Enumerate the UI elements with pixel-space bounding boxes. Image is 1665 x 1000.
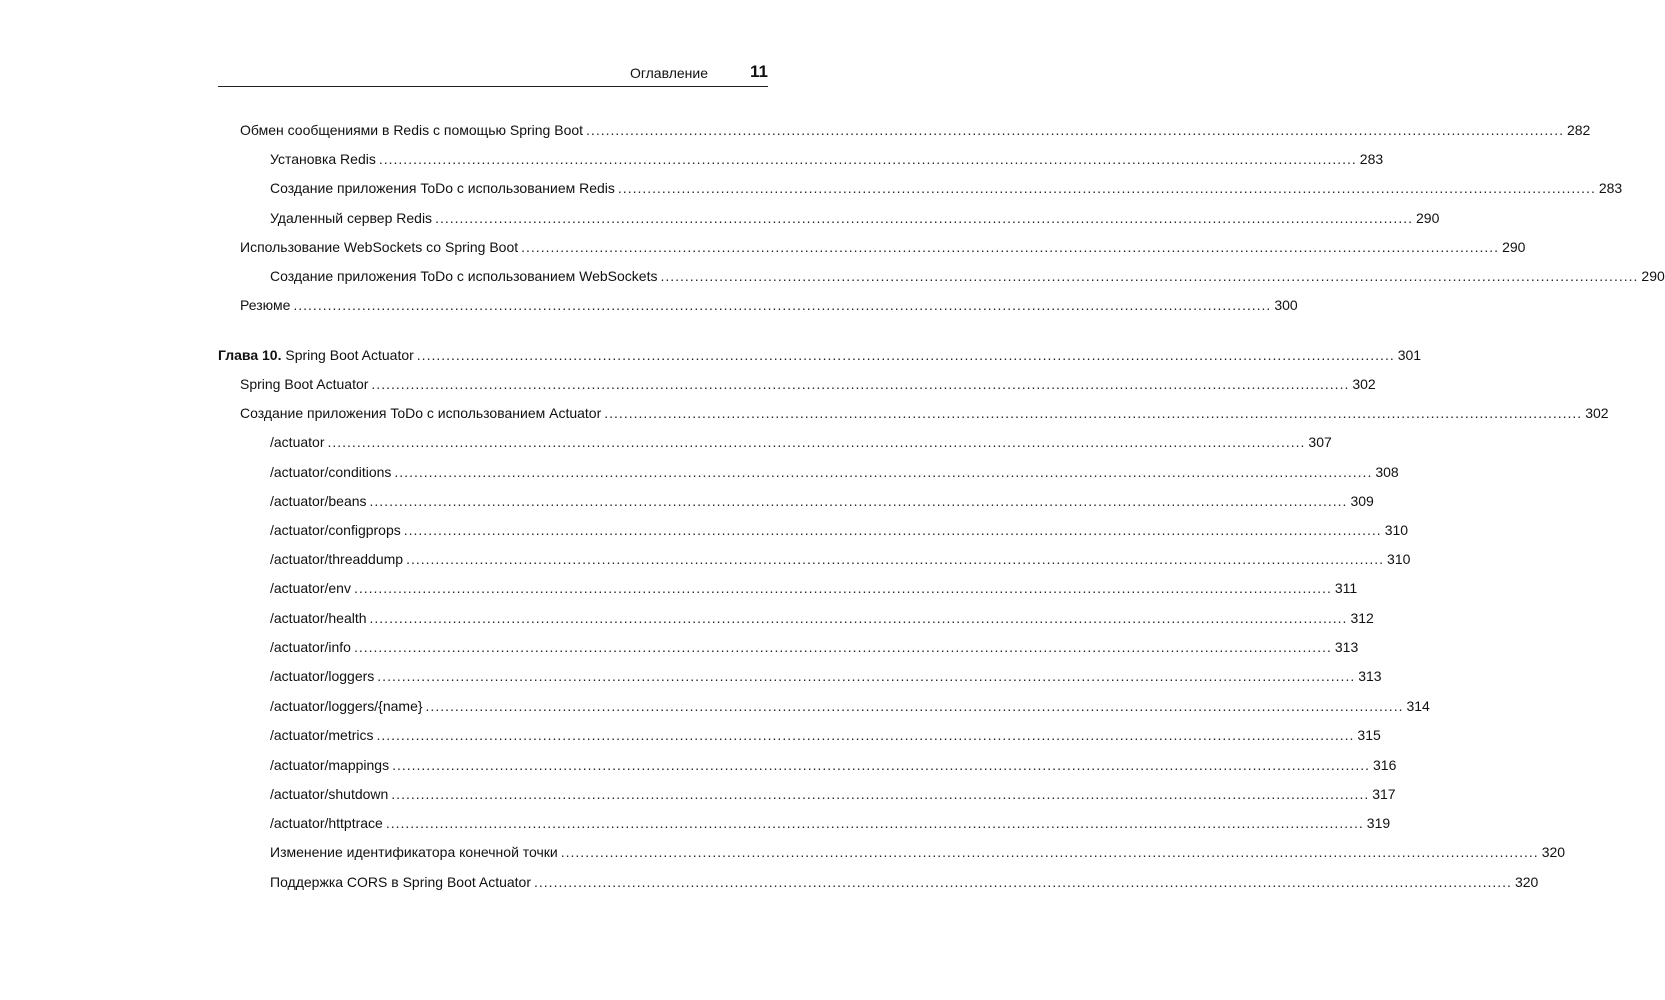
toc-entry-title [270,725,373,745]
toc-entry-label: Создание приложения ToDo с использованием WebSockets [270,268,658,284]
toc-entry-title [240,120,583,140]
toc-entry-title [270,491,367,511]
dot-leader: ........................................................................................................................................................................................................ [394,464,1373,480]
toc-entry-title [270,784,388,804]
toc-entry-label: Установка Redis [270,151,376,167]
toc-entry-page-number: 302 [1352,376,1376,392]
toc-entry [270,755,1397,775]
toc-entry-label: Поддержка CORS в Spring Boot Actuator [270,874,532,890]
toc-entry-title [240,295,290,315]
toc-entry-label: /actuator/metrics [270,727,374,743]
toc-entry-title [270,149,376,169]
toc-entry-title [270,432,324,452]
dot-leader: ........................................................................................................................................................................................................ [560,844,1539,860]
toc-entry-label: Создание приложения ToDo с использованием Actuator [240,405,602,421]
toc-entry-page-number: 290 [1502,239,1526,255]
dot-leader: ........................................................................................................................................................................................................ [377,668,1356,684]
toc-entry-label: Обмен сообщениями в Redis с помощью Spring Boot [240,122,584,138]
dot-leader: ........................................................................................................................................................................................................ [604,405,1583,421]
toc-entry-title [270,578,351,598]
dot-leader: ........................................................................................................................................................................................................ [293,297,1272,313]
toc-entry [270,813,1391,833]
dot-leader: ........................................................................................................................................................................................................ [369,493,1348,509]
toc-entry-page-number: 314 [1406,698,1430,714]
toc-entry-label: /actuator/loggers/{name} [270,698,423,714]
dot-leader: ........................................................................................................................................................................................................ [376,727,1355,743]
toc-entry-page-number: 300 [1274,297,1298,313]
toc-entry [270,725,1381,745]
toc-entry-label: /actuator/shutdown [270,786,389,802]
toc-entry-label: Spring Boot Actuator [285,347,414,363]
toc-entry-page-number: 283 [1598,180,1623,196]
toc-entry-label: Использование WebSockets со Spring Boot [240,239,519,255]
toc-entry-label: /actuator/env [270,580,351,596]
toc-entry-label: Spring Boot Actuator [240,376,369,392]
toc-entry-page-number: 312 [1350,610,1374,626]
toc-entry-label: Удаленный сервер Redis [270,210,433,226]
running-header [218,62,768,87]
dot-leader: ........................................................................................................................................................................................................ [521,239,1500,255]
toc-entry-page-number: 283 [1359,151,1384,167]
toc-entry-page-number: 290 [1416,210,1440,226]
toc-entry-page-number: 320 [1541,844,1566,860]
dot-leader: ........................................................................................................................................................................................................ [327,434,1306,450]
toc-entry-page-number: 313 [1334,639,1359,655]
toc-entry [270,666,1382,686]
toc-entry-label: Создание приложения ToDo с использованием Redis [270,180,615,196]
dot-leader: ........................................................................................................................................................................................................ [534,874,1512,890]
toc-entry-page-number: 315 [1357,727,1381,743]
toc-entry-title [270,608,367,628]
toc-entry-page-number: 282 [1566,122,1591,138]
toc-entry-title [270,666,374,686]
toc-entry-label: /actuator/info [270,639,351,655]
dot-leader: ........................................................................................................................................................................................................ [371,376,1350,392]
toc-entry-page-number: 313 [1358,668,1382,684]
toc-entry-title [270,813,383,833]
toc-entry-title [270,462,391,482]
toc-entry-page-number: 311 [1334,580,1358,596]
toc-entry [270,491,1374,511]
toc-entry-page-number: 307 [1308,434,1332,450]
dot-leader: ........................................................................................................................................................................................................ [406,551,1385,567]
dot-leader: ........................................................................................................................................................................................................ [425,698,1404,714]
toc-entry-label: /actuator [270,434,325,450]
toc-entry-label: /actuator/conditions [270,464,392,480]
toc-entry [270,149,1384,169]
toc-entry-title [270,637,351,657]
toc-entry-title [270,266,657,286]
toc-entry-page-number: 302 [1585,405,1609,421]
toc-entry-page-number: 301 [1397,347,1422,363]
dot-leader: ........................................................................................................................................................................................................ [416,347,1395,363]
toc-entry-label: /actuator/loggers [270,668,375,684]
toc-entry [270,872,1539,892]
toc-entry-label: /actuator/mappings [270,757,390,773]
toc-entry [218,345,1422,365]
toc-entry-page-number: 310 [1384,522,1409,538]
dot-leader: ........................................................................................................................................................................................................ [392,757,1371,773]
toc-entry-title [240,403,601,423]
toc-entry-page-number: 317 [1372,786,1396,802]
toc-entry [270,696,1430,716]
toc-entry-label: Резюме [240,297,291,313]
toc-entry-title [270,696,423,716]
toc-entry-title [240,374,368,394]
dot-leader: ........................................................................................................................................................................................................ [586,122,1564,138]
toc-entry [270,208,1440,228]
toc-entry [240,374,1376,394]
toc-entry-label: /actuator/health [270,610,367,626]
toc-entry-label: /actuator/threaddump [270,551,404,567]
dot-leader: ........................................................................................................................................................................................................ [369,610,1348,626]
toc-entry-title [240,237,518,257]
chapter-number: Глава 10. [218,347,282,363]
toc-entry [270,608,1374,628]
toc-entry [270,578,1358,598]
header-page-number: 11 [750,62,768,81]
toc-entry [240,237,1526,257]
toc-entry [270,842,1566,862]
dot-leader: ........................................................................................................................................................................................................ [617,180,1596,196]
toc-entry-label: /actuator/httptrace [270,815,383,831]
toc-entry-page-number: 308 [1375,464,1399,480]
toc-entry-page-number: 319 [1366,815,1391,831]
dot-leader: ........................................................................................................................................................................................................ [353,639,1332,655]
toc-entry [270,266,1665,286]
toc-entry-title [270,872,531,892]
toc-entry [240,120,1591,140]
toc-entry-title [270,520,401,540]
toc-entry [270,520,1409,540]
toc-entry [270,462,1399,482]
dot-leader: ........................................................................................................................................................................................................ [435,210,1413,226]
toc-entry-title [270,549,403,569]
dot-leader: ........................................................................................................................................................................................................ [660,268,1639,284]
toc-entry-label: Изменение идентификатора конечной точки [270,844,558,860]
toc-entry-page-number: 290 [1641,268,1665,284]
toc-entry [270,432,1332,452]
toc-entry-label: /actuator/beans [270,493,367,509]
toc-entry-title [218,345,414,365]
toc-entry [270,549,1411,569]
toc-entry [240,295,1298,315]
toc-entry-page-number: 310 [1387,551,1411,567]
toc-entry [270,784,1396,804]
header-title: Оглавление [629,65,708,81]
toc-entry-title [270,208,432,228]
toc-entry-page-number: 309 [1350,493,1374,509]
toc-entry [270,178,1623,198]
toc-entry-page-number: 320 [1514,874,1539,890]
toc-entry-label: /actuator/configprops [270,522,401,538]
toc-entry-title [270,755,389,775]
dot-leader: ........................................................................................................................................................................................................ [353,580,1332,596]
dot-leader: ........................................................................................................................................................................................................ [391,786,1370,802]
toc-entry [240,403,1609,423]
toc-entry-page-number: 316 [1373,757,1397,773]
toc-entry [270,637,1359,657]
toc-entry-title [270,178,615,198]
dot-leader: ........................................................................................................................................................................................................ [378,151,1357,167]
dot-leader: ........................................................................................................................................................................................................ [385,815,1364,831]
dot-leader: ........................................................................................................................................................................................................ [403,522,1382,538]
toc-entry-title [270,842,558,862]
